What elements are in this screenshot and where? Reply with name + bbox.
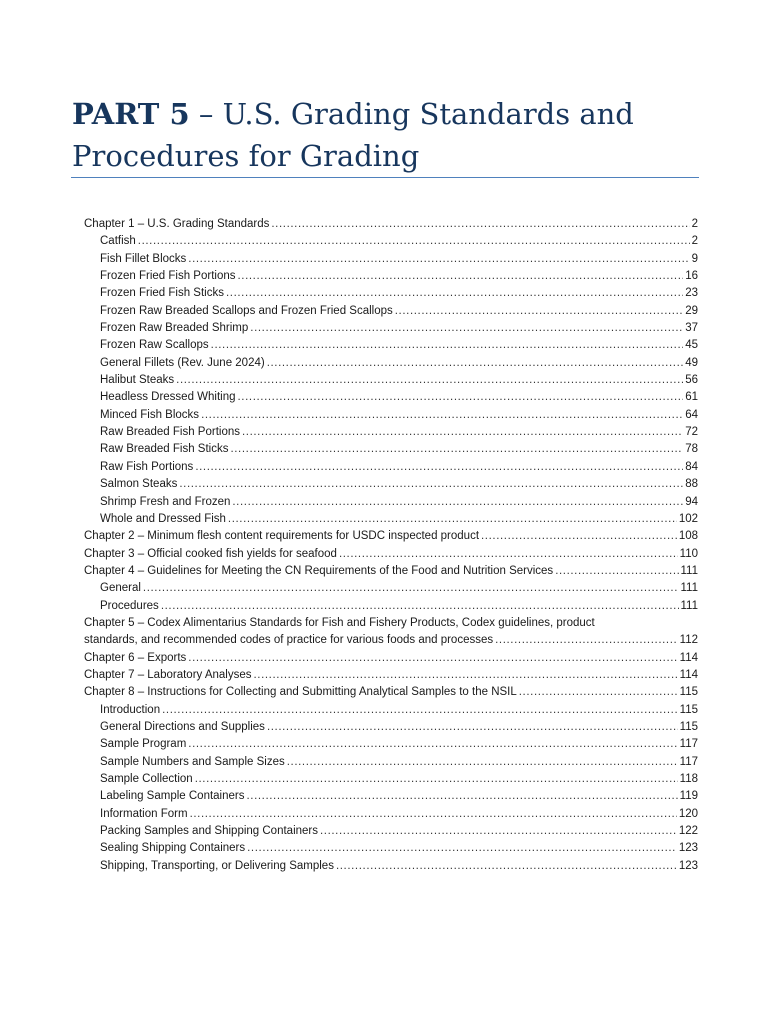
toc-entry-label: Halibut Steaks — [100, 374, 175, 387]
toc-entry-row — [84, 389, 698, 406]
toc-subentry[interactable] — [84, 771, 698, 788]
toc-entry-label: Salmon Steaks — [100, 478, 178, 491]
toc-entry-row — [84, 806, 698, 823]
toc-entry-row — [84, 216, 698, 233]
toc-entry-label: Frozen Fried Fish Sticks — [100, 287, 224, 300]
dot-leader — [161, 598, 679, 615]
toc-entry-label: Chapter 6 – Exports — [84, 651, 187, 664]
toc-entry-label: Minced Fish Blocks — [100, 408, 200, 421]
toc-chapter-entry[interactable] — [84, 546, 698, 563]
toc-subentry[interactable] — [84, 233, 698, 250]
toc-entry-row — [84, 788, 698, 805]
dot-leader — [195, 459, 683, 476]
toc-entry-label: Shipping, Transporting, or Delivering Samples — [100, 859, 334, 872]
toc-subentry[interactable] — [84, 736, 698, 753]
dot-leader — [176, 372, 683, 389]
toc-chapter-entry[interactable] — [84, 650, 698, 667]
toc-page-number: 111 — [680, 599, 698, 612]
toc-entry-label: General — [100, 582, 141, 595]
toc-subentry[interactable] — [84, 407, 698, 424]
toc-entry-label: Fish Fillet Blocks — [100, 252, 187, 265]
toc-entry-row — [84, 476, 698, 493]
toc-entry-row — [84, 563, 698, 580]
title-rule — [71, 177, 699, 178]
toc-subentry[interactable] — [84, 337, 698, 354]
toc-page-number: 2 — [691, 218, 698, 230]
toc-entry-label: Chapter 8 – Instructions for Collecting and Submitting Analytical Samples to the NSIL — [84, 686, 517, 699]
table-of-contents — [84, 216, 698, 875]
toc-entry-label: Whole and Dressed Fish — [100, 512, 226, 525]
dot-leader — [226, 285, 683, 302]
dot-leader — [267, 355, 684, 372]
toc-page-number: 72 — [685, 426, 698, 439]
toc-page-number: 64 — [685, 408, 698, 421]
toc-entry-label: Labeling Sample Containers — [100, 790, 245, 803]
toc-entry-row — [84, 528, 698, 545]
toc-subentry[interactable] — [84, 268, 698, 285]
dot-leader — [271, 216, 689, 233]
toc-entry-row — [84, 771, 698, 788]
dot-leader — [519, 684, 678, 701]
toc-page-number: 29 — [685, 304, 698, 317]
dot-leader — [495, 632, 678, 649]
toc-entry-row — [84, 632, 698, 649]
toc-subentry[interactable] — [84, 494, 698, 511]
toc-subentry[interactable] — [84, 858, 698, 875]
toc-page-number: 115 — [679, 686, 698, 699]
toc-page-number: 84 — [685, 460, 698, 473]
toc-entry-row — [84, 494, 698, 511]
toc-entry-row — [84, 754, 698, 771]
toc-subentry[interactable] — [84, 598, 698, 615]
toc-entry-label: Introduction — [100, 703, 161, 716]
page-title — [72, 93, 712, 177]
dot-leader — [247, 840, 677, 857]
toc-page-number: 56 — [685, 374, 698, 387]
toc-entry-label: General Directions and Supplies — [100, 720, 265, 733]
dot-leader — [230, 441, 683, 458]
toc-entry-label: Catfish — [100, 235, 136, 248]
toc-subentry[interactable] — [84, 303, 698, 320]
toc-subentry[interactable] — [84, 806, 698, 823]
toc-entry-label: Chapter 5 – Codex Alimentarius Standards for Fish and Fishery Products, Codex guidelines, product — [84, 616, 595, 629]
toc-entry-row — [84, 285, 698, 302]
toc-entry-row — [84, 268, 698, 285]
toc-page-number: 61 — [685, 391, 698, 404]
toc-page-number: 102 — [678, 512, 698, 525]
dot-leader — [162, 702, 678, 719]
toc-page-number: 114 — [679, 651, 698, 664]
toc-chapter-entry[interactable] — [84, 528, 698, 545]
toc-subentry[interactable] — [84, 372, 698, 389]
dot-leader — [320, 823, 677, 840]
toc-entry-row — [84, 233, 698, 250]
dot-leader — [143, 580, 679, 597]
dot-leader — [201, 407, 683, 424]
toc-entry-row — [84, 702, 698, 719]
toc-subentry[interactable] — [84, 840, 698, 857]
toc-entry-label: Chapter 4 – Guidelines for Meeting the CN Requirements of the Food and Nutrition Services — [84, 564, 554, 577]
toc-entry-label: Sample Program — [100, 738, 187, 751]
toc-entry-label: Frozen Fried Fish Portions — [100, 270, 236, 283]
toc-entry-row — [84, 372, 698, 389]
toc-entry-label: Information Form — [100, 807, 188, 820]
toc-entry-row — [84, 684, 698, 701]
dot-leader — [190, 806, 677, 823]
toc-entry-row — [84, 303, 698, 320]
toc-subentry[interactable] — [84, 441, 698, 458]
dot-leader — [232, 494, 683, 511]
toc-entry-label: Sealing Shipping Containers — [100, 842, 246, 855]
toc-chapter-entry[interactable] — [84, 563, 698, 580]
toc-subentry[interactable] — [84, 511, 698, 528]
toc-page-number: 123 — [678, 842, 698, 855]
toc-entry-label: Raw Breaded Fish Sticks — [100, 443, 229, 456]
toc-entry-row — [84, 840, 698, 857]
toc-subentry[interactable] — [84, 476, 698, 493]
toc-page-number: 94 — [685, 495, 698, 508]
toc-page-number: 120 — [678, 807, 698, 820]
dot-leader — [555, 563, 678, 580]
dot-leader — [179, 476, 683, 493]
dot-leader — [267, 719, 678, 736]
toc-subentry[interactable] — [84, 285, 698, 302]
toc-entry-row — [84, 736, 698, 753]
toc-entry-row — [84, 858, 698, 875]
toc-entry-row — [84, 320, 698, 337]
toc-entry-label: Chapter 3 – Official cooked fish yields for seafood — [84, 547, 337, 560]
toc-entry-label: Frozen Raw Breaded Scallops and Frozen Fried Scallops — [100, 304, 393, 317]
toc-entry-label: Frozen Raw Breaded Shrimp — [100, 322, 249, 335]
dot-leader — [481, 528, 677, 545]
toc-page-number: 9 — [691, 252, 698, 265]
toc-entry-row — [84, 424, 698, 441]
toc-entry-row — [84, 667, 698, 684]
dot-leader — [188, 650, 677, 667]
toc-page-number: 119 — [679, 790, 698, 803]
toc-subentry[interactable] — [84, 251, 698, 268]
dot-leader — [211, 337, 684, 354]
title-rest: – U.S. Grading Standards and — [189, 97, 634, 131]
toc-subentry[interactable] — [84, 702, 698, 719]
toc-entry-row — [84, 337, 698, 354]
toc-chapter-entry[interactable] — [84, 216, 698, 233]
title-part: PART 5 — [72, 97, 190, 131]
toc-entry-label: Raw Fish Portions — [100, 460, 194, 473]
toc-entry-label: Shrimp Fresh and Frozen — [100, 495, 231, 508]
dot-leader — [246, 788, 677, 805]
dot-leader — [250, 320, 683, 337]
toc-page-number: 115 — [679, 703, 698, 716]
toc-page-number: 23 — [685, 287, 698, 300]
toc-page-number: 112 — [679, 634, 698, 647]
toc-chapter-entry[interactable] — [84, 684, 698, 701]
dot-leader — [238, 389, 684, 406]
toc-entry-label: Sample Numbers and Sample Sizes — [100, 755, 285, 768]
toc-page-number: 16 — [685, 270, 698, 283]
toc-page-number: 117 — [679, 755, 698, 768]
dot-leader — [254, 667, 678, 684]
toc-entry-label: Packing Samples and Shipping Containers — [100, 825, 318, 838]
toc-page-number: 2 — [691, 235, 698, 248]
toc-page-number: 114 — [679, 668, 698, 681]
dot-leader — [395, 303, 683, 320]
toc-page-number: 122 — [678, 825, 698, 838]
toc-entry-row — [84, 598, 698, 615]
toc-subentry[interactable] — [84, 424, 698, 441]
dot-leader — [228, 511, 677, 528]
toc-subentry[interactable] — [84, 788, 698, 805]
toc-subentry[interactable] — [84, 389, 698, 406]
toc-entry-label: Chapter 2 – Minimum flesh content requirements for USDC inspected product — [84, 530, 480, 543]
toc-subentry[interactable] — [84, 754, 698, 771]
toc-entry-row — [84, 407, 698, 424]
toc-entry-row — [84, 459, 698, 476]
toc-subentry[interactable] — [84, 823, 698, 840]
toc-page-number: 115 — [679, 720, 698, 733]
dot-leader — [339, 546, 678, 563]
toc-entry-row — [84, 650, 698, 667]
dot-leader — [287, 754, 678, 771]
toc-page-number: 108 — [678, 530, 698, 543]
toc-subentry[interactable] — [84, 580, 698, 597]
toc-page-number: 123 — [678, 859, 698, 872]
title-line2: Procedures for Grading — [72, 139, 420, 173]
toc-chapter-entry[interactable] — [84, 615, 698, 650]
toc-entry-row — [84, 511, 698, 528]
toc-entry-label: Procedures — [100, 599, 159, 612]
toc-entry-label: Sample Collection — [100, 773, 193, 785]
toc-entry-row — [84, 719, 698, 736]
dot-leader — [195, 771, 678, 788]
toc-page-number: 111 — [680, 582, 698, 595]
toc-entry-row — [84, 546, 698, 563]
toc-entry-label: Headless Dressed Whiting — [100, 391, 236, 404]
toc-entry-label: General Fillets (Rev. June 2024) — [100, 356, 265, 369]
toc-page-number: 45 — [685, 339, 698, 352]
toc-page-number: 117 — [679, 738, 698, 751]
toc-subentry[interactable] — [84, 355, 698, 372]
toc-page-number: 118 — [679, 773, 698, 785]
dot-leader — [336, 858, 677, 875]
toc-entry-row — [84, 441, 698, 458]
toc-page-number: 110 — [679, 547, 698, 560]
toc-subentry[interactable] — [84, 320, 698, 337]
toc-subentry[interactable] — [84, 459, 698, 476]
dot-leader — [238, 268, 684, 285]
toc-entry-label: Raw Breaded Fish Portions — [100, 426, 240, 439]
toc-page-number: 78 — [685, 443, 698, 456]
toc-entry-label-continued: standards, and recommended codes of practice for various foods and processes — [84, 634, 494, 647]
toc-entry-row — [84, 355, 698, 372]
toc-page-number: 88 — [685, 478, 698, 491]
toc-entry-row — [84, 823, 698, 840]
dot-leader — [242, 424, 683, 441]
toc-page-number: 111 — [680, 564, 698, 577]
toc-entry-label: Chapter 7 – Laboratory Analyses — [84, 668, 252, 681]
toc-entry-label: Chapter 1 – U.S. Grading Standards — [84, 218, 270, 230]
toc-page-number: 37 — [685, 322, 698, 335]
toc-entry-label: Frozen Raw Scallops — [100, 339, 209, 352]
toc-subentry[interactable] — [84, 719, 698, 736]
dot-leader — [188, 736, 677, 753]
toc-entry-row — [84, 580, 698, 597]
dot-leader — [138, 233, 690, 250]
toc-chapter-entry[interactable] — [84, 667, 698, 684]
toc-page-number: 49 — [685, 356, 698, 369]
toc-entry-row — [84, 251, 698, 268]
dot-leader — [188, 251, 689, 268]
